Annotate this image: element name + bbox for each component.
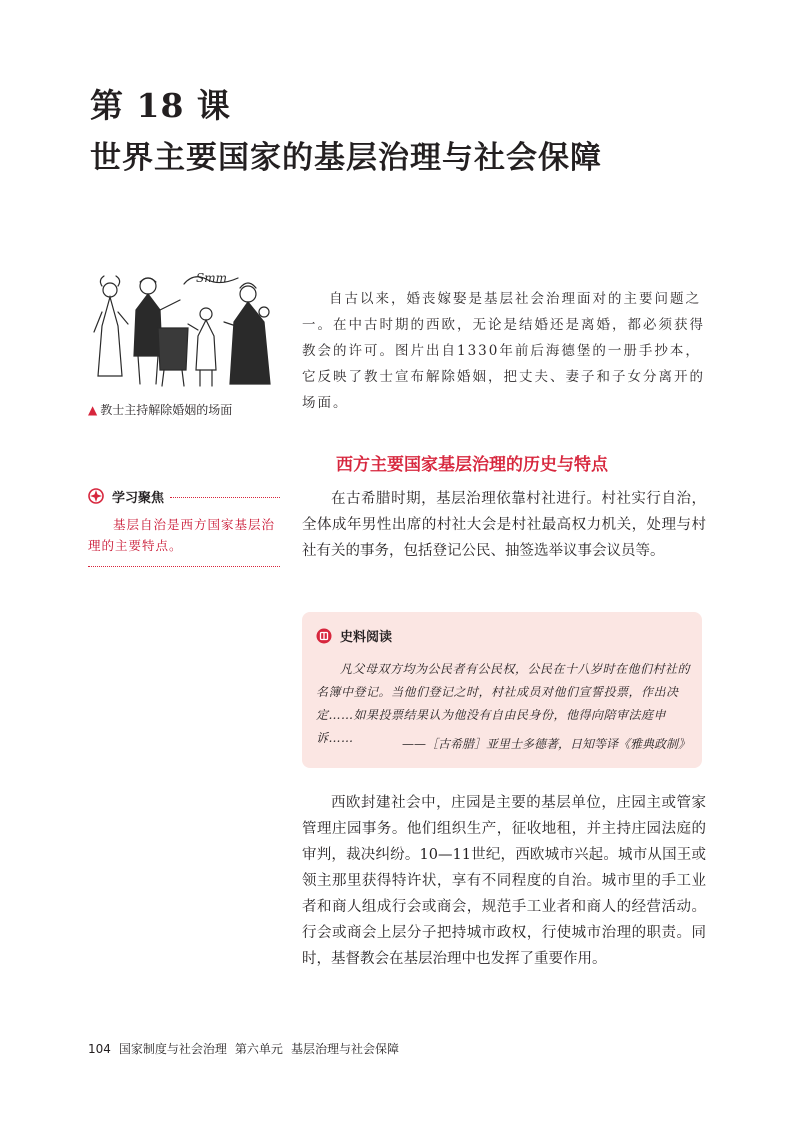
source-reading-box [302, 612, 702, 768]
footer-book-title: 国家制度与社会治理 [118, 1042, 227, 1056]
body-paragraph: 在古希腊时期，基层治理依靠村社进行。村社实行自治，全体成年男性出席的村社大会是村社最高权力机关，处理与村社有关的事务，包括登记公民、抽签选举议事会议员等。 [302, 491, 706, 559]
figure-caption [88, 402, 232, 418]
source-citation: ——［古希腊］亚里士多德著，日知等译《雅典政制》 [401, 737, 690, 751]
section-heading: 西方主要国家基层治理的历史与特点 [336, 455, 608, 475]
lesson-number: 第 18 课 [90, 86, 231, 125]
manuscript-illustration [88, 266, 278, 392]
body-paragraph: 西欧封建社会中，庄园是主要的基层单位，庄园主或管家管理庄园事务。他们组织生产，征收地租，并主持庄园法庭的审判，裁决纠纷。10—11世纪，西欧城市兴起。城市从国王或领主那里获得特许状，享有不同程度的自治。城市里的手工业者和商人组成行会或商会，规范手工业者和商人的经营活动。行会或商会上层分子把持城市政权，行使城市治理的职责。同时，基督教会在基层治理中也发挥了重要作用。 [302, 795, 706, 967]
footer-unit-title: 基层治理与社会保障 [290, 1042, 399, 1056]
study-focus-bottom-divider [88, 566, 280, 567]
study-focus-title: 学习聚焦 [112, 490, 165, 506]
lesson-title: 世界主要国家的基层治理与社会保障 [90, 140, 602, 176]
study-focus-divider [170, 497, 280, 498]
intro-paragraph: 自古以来，婚丧嫁娶是基层社会治理面对的主要问题之一。在中古时期的西欧，无论是结婚还是离婚，都必须获得教会的许可。图片出自1330年前后海德堡的一册手抄本，它反映了教士宣布解除婚姻，把丈夫、妻子和子女分离开的场面。 [302, 291, 705, 411]
study-focus-icon [88, 488, 104, 504]
page-footer [88, 1041, 407, 1057]
svg-text:Smm: Smm [196, 271, 227, 285]
study-focus-text: 基层自治是西方国家基层治理的主要特点。 [88, 517, 276, 553]
figure-caption-text: 教士主持解除婚姻的场面 [100, 403, 233, 417]
page-number: 104 [88, 1042, 111, 1056]
study-focus-box [88, 486, 280, 567]
source-reading-text: 凡父母双方均为公民者有公民权，公民在十八岁时在他们村社的名簿中登记。当他们登记之时，村社成员对他们宣誓投票，作出决定……如果投票结果认为他没有自由民身份，他得向陪审法庭申诉…… [316, 662, 691, 745]
book-icon [316, 628, 332, 644]
source-reading-title: 史料阅读 [340, 630, 393, 645]
caption-triangle-icon: ▲ [88, 403, 98, 417]
footer-unit: 第六单元 [234, 1042, 283, 1056]
